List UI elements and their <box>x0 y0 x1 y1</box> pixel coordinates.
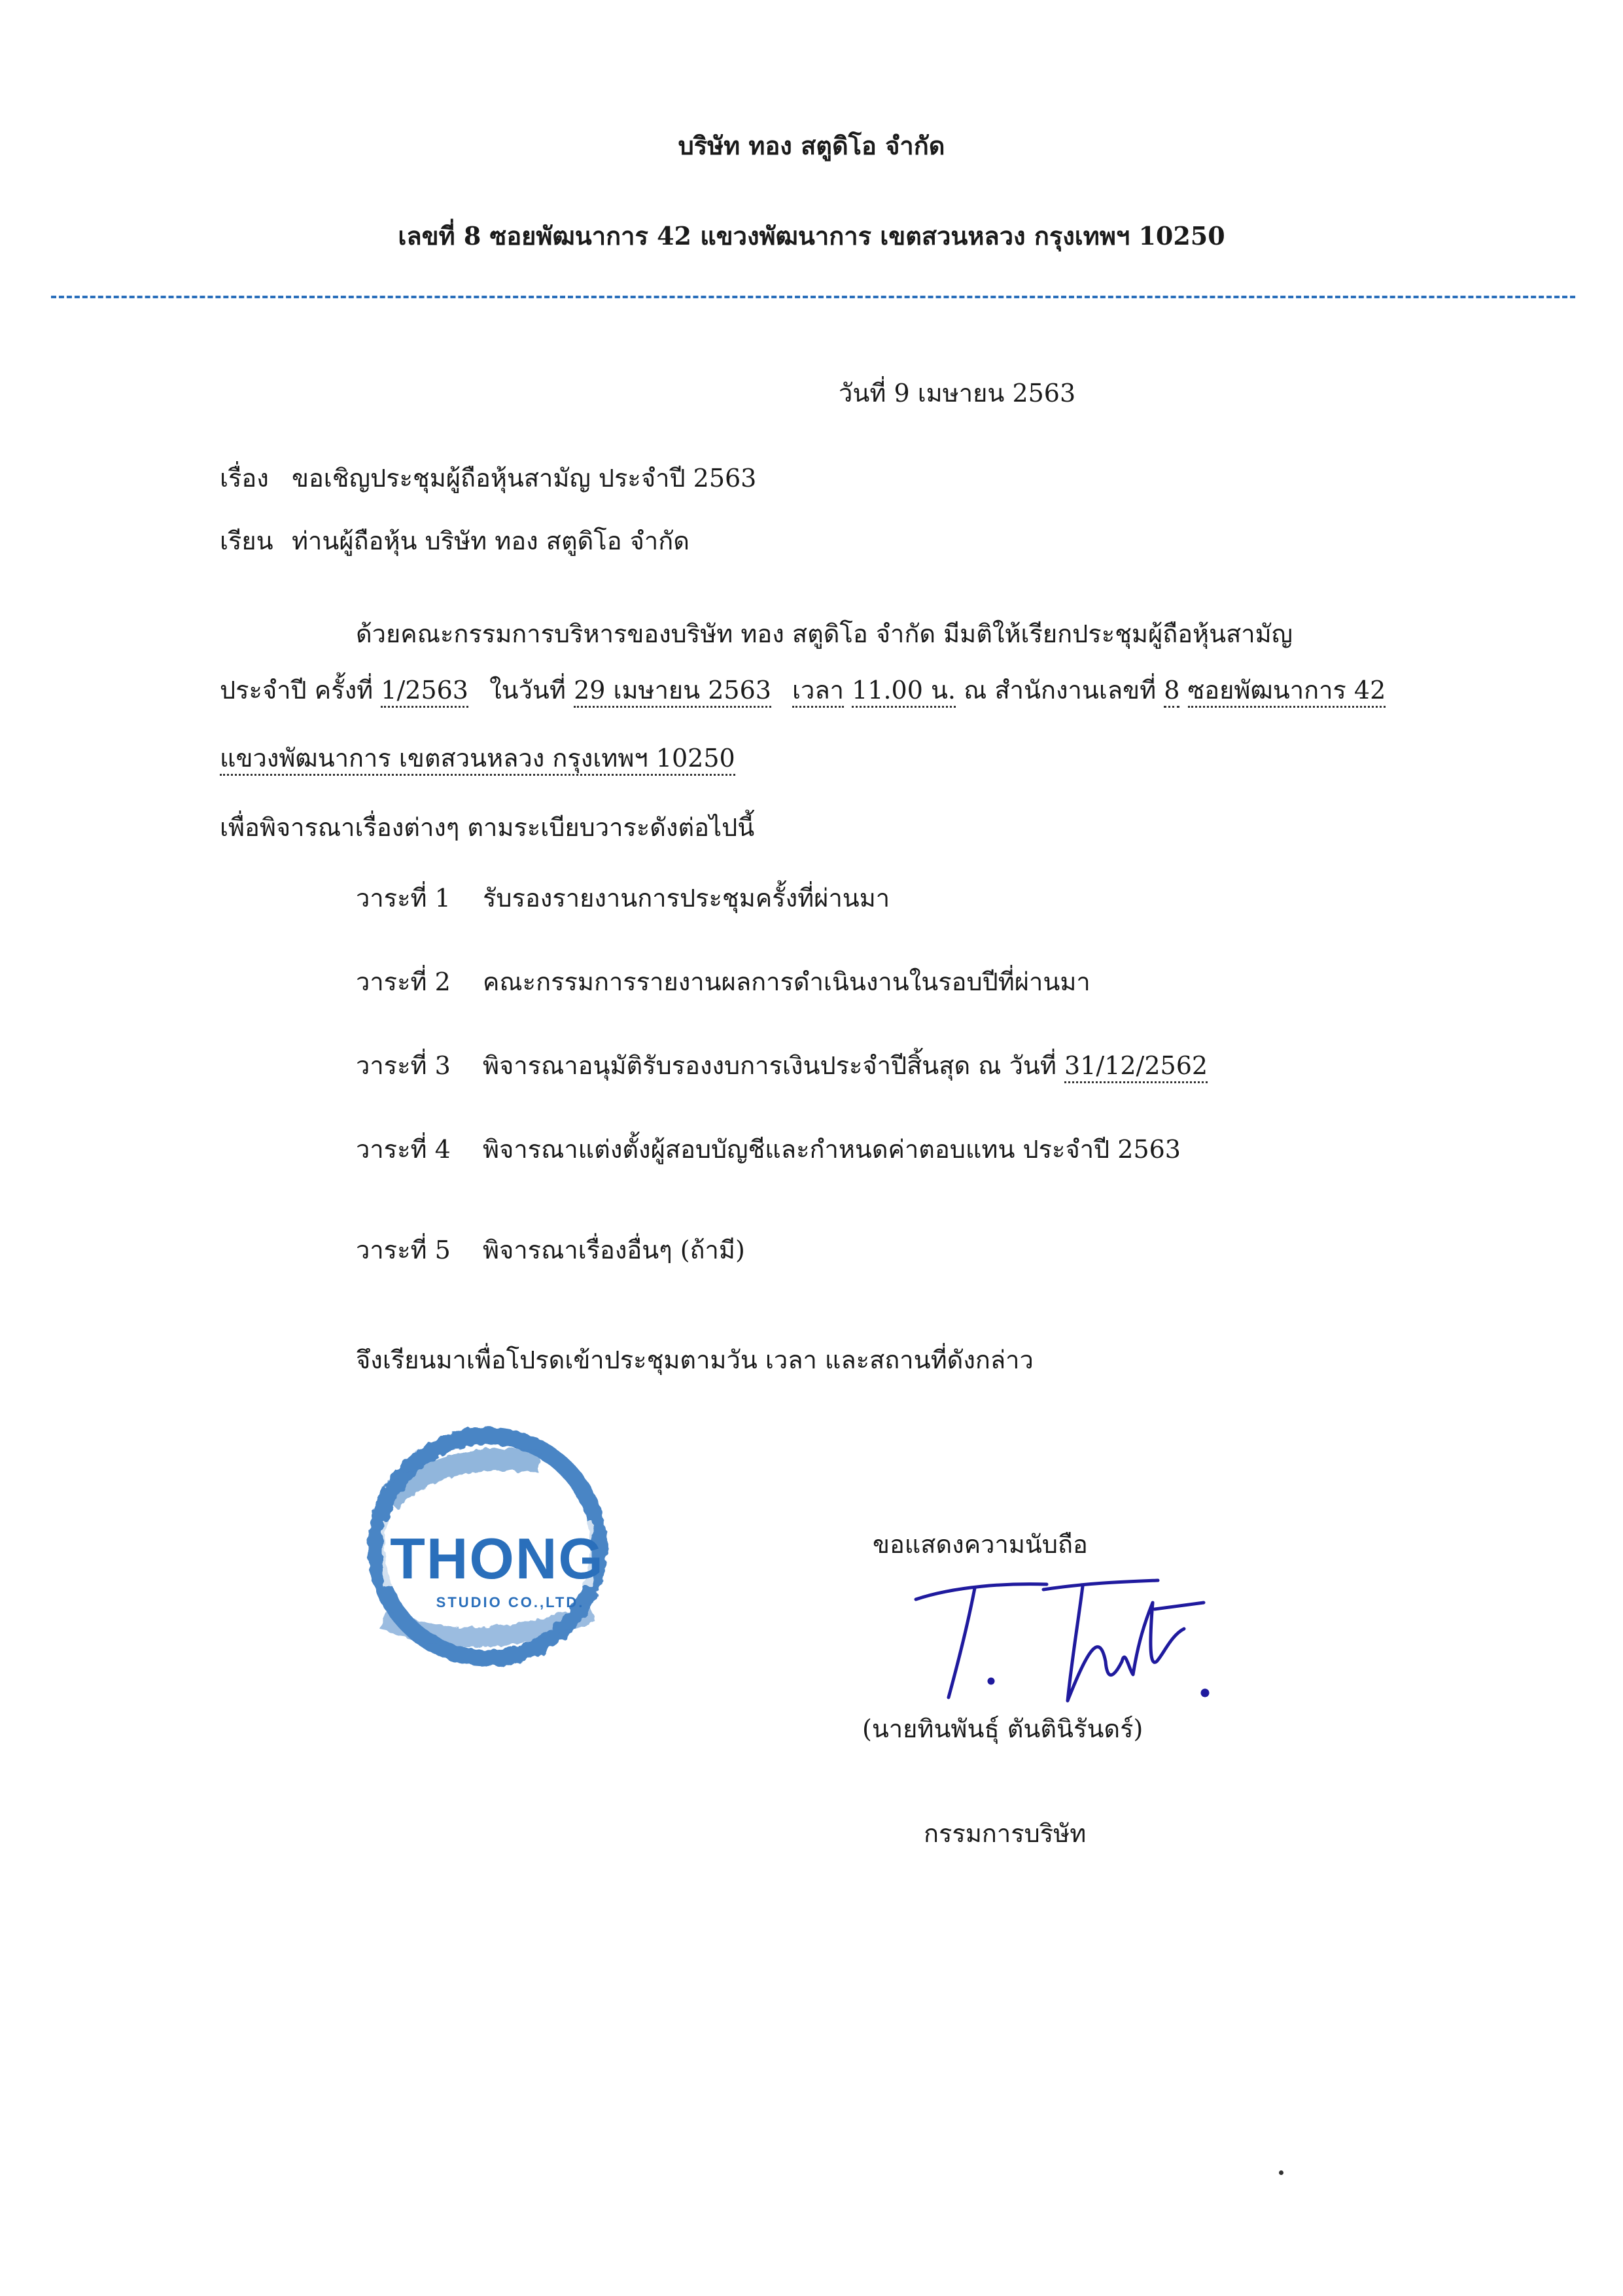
stamp-subtitle: STUDIO CO.,LTD. <box>436 1594 585 1610</box>
agenda-text: พิจารณาอนุมัติรับรองงบการเงินประจำปีสิ้นสุด ณ วันที่ <box>483 1051 1056 1080</box>
place-line-3: แขวงพัฒนาการ เขตสวนหลวง กรุงเทพฯ 10250 <box>220 744 735 776</box>
agenda-date: 31/12/2562 <box>1064 1051 1208 1083</box>
meeting-no: 1/2563 <box>381 676 468 708</box>
company-stamp <box>343 1423 651 1678</box>
agenda-text: พิจารณาเรื่องอื่นๆ (ถ้ามี) <box>483 1236 745 1264</box>
meeting-date: 29 เมษายน 2563 <box>574 676 771 708</box>
handwritten-signature <box>896 1563 1236 1720</box>
meeting-date-prefix: ในวันที่ <box>489 676 566 704</box>
place-no: 8 <box>1164 676 1179 708</box>
header-divider <box>51 296 1575 298</box>
agenda-text: พิจารณาแต่งตั้งผู้สอบบัญชีและกำหนดค่าตอบแทน ประจำปี 2563 <box>483 1135 1181 1164</box>
stamp-name: THONG <box>390 1526 604 1591</box>
place-prefix: ณ สำนักงานเลขที่ <box>964 676 1157 704</box>
agenda-no: วาระที่ 3 <box>356 1051 451 1080</box>
company-address: เลขที่ 8 ซอยพัฒนาการ 42 แขวงพัฒนาการ เขตสวนหลวง กรุงเทพฯ 10250 <box>398 221 1225 251</box>
agenda-no: วาระที่ 1 <box>356 884 451 913</box>
meeting-no-prefix: ประจำปี ครั้งที่ <box>220 676 374 704</box>
agenda-text: รับรองรายงานการประชุมครั้งที่ผ่านมา <box>483 884 890 913</box>
agenda-no: วาระที่ 5 <box>356 1236 451 1264</box>
agenda-text-3 <box>483 1045 1208 1085</box>
letter-date: วันที่ 9 เมษายน 2563 <box>839 379 1076 408</box>
scan-speck <box>1279 2170 1283 2175</box>
body-line-3 <box>220 738 735 778</box>
place-soi: ซอยพัฒนาการ 42 <box>1188 676 1386 708</box>
company-name: บริษัท ทอง สตูดิโอ จำกัด <box>678 131 945 160</box>
subject-text: ขอเชิญประชุมผู้ถือหุ้นสามัญ ประจำปี 2563 <box>292 464 757 493</box>
agenda-no: วาระที่ 2 <box>356 967 451 996</box>
body-line-1: ด้วยคณะกรรมการบริหารของบริษัท ทอง สตูดิโอ จำกัด มีมติให้เรียกประชุมผู้ถือหุ้นสามัญ <box>356 619 1293 648</box>
regards-text: ขอแสดงความนับถือ <box>873 1530 1088 1559</box>
signer-name: (นายทินพันธุ์ ตันตินิรันดร์) <box>862 1714 1143 1743</box>
recipient-label: เรียน <box>220 527 273 555</box>
agenda-no: วาระที่ 4 <box>356 1135 451 1164</box>
recipient-text: ท่านผู้ถือหุ้น บริษัท ทอง สตูดิโอ จำกัด <box>292 527 689 555</box>
agenda-text: คณะกรรมการรายงานผลการดำเนินงานในรอบปีที่ผ่านมา <box>483 967 1091 996</box>
body-line-2 <box>220 670 1386 710</box>
signer-position: กรรมการบริษัท <box>924 1819 1087 1848</box>
agenda-intro: เพื่อพิจารณาเรื่องต่างๆ ตามระเบียบวาระดังต่อไปนี้ <box>220 813 755 842</box>
closing-text: จึงเรียนมาเพื่อโปรดเข้าประชุมตามวัน เวลา และสถานที่ดังกล่าว <box>356 1346 1034 1374</box>
subject-label: เรื่อง <box>220 464 269 493</box>
meeting-time: 11.00 น. <box>852 676 956 708</box>
meeting-time-prefix: เวลา <box>792 676 844 708</box>
